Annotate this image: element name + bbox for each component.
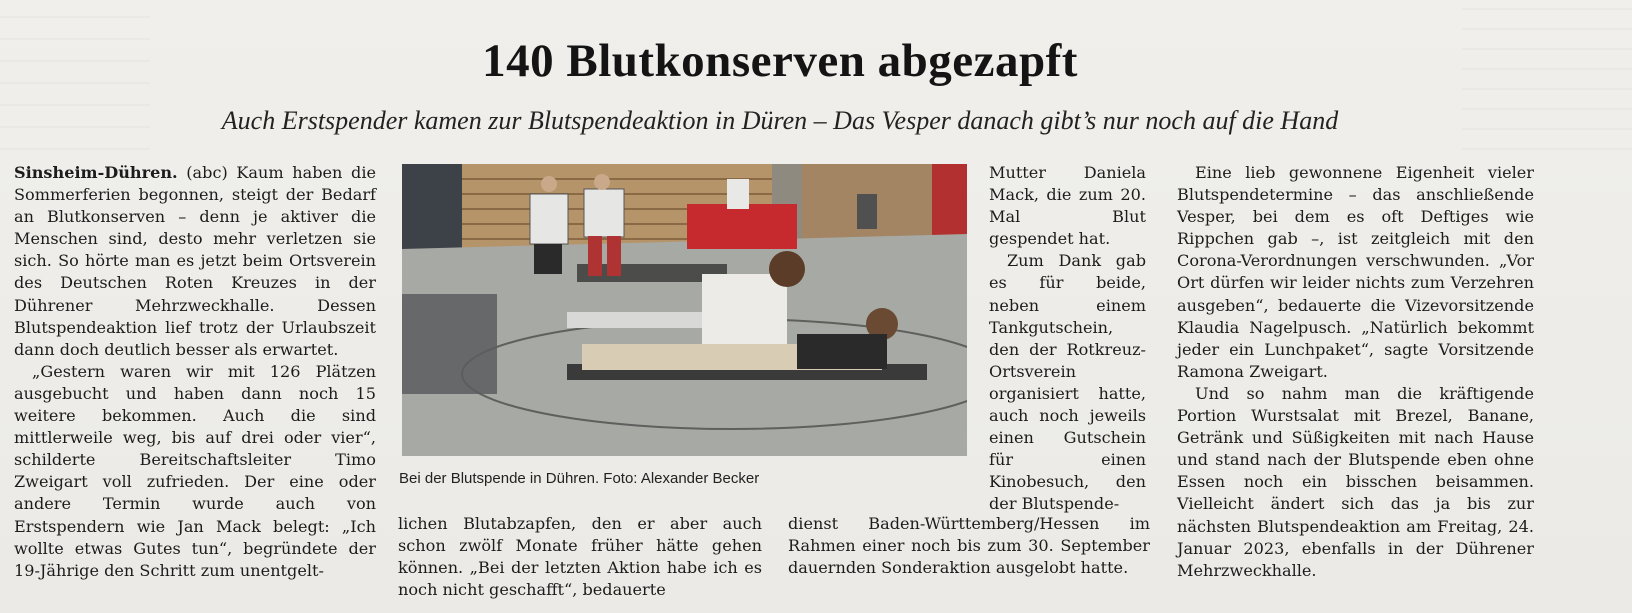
blood-donation-hall-photo <box>402 164 967 456</box>
col3-paragraph-1: Mutter Daniela Mack, die zum 20. Mal Blut gespendet hat. <box>989 163 1146 249</box>
photo-caption: Bei der Blutspende in Dühren. Foto: Alexander Becker <box>399 470 760 487</box>
dateline: Sinsheim-Dühren. <box>14 163 178 182</box>
lead-text: (abc) Kaum haben die Sommerferien begonnen, steigt der Bedarf an Blutkonserven – denn je aktiver die Menschen sind, desto mehr verletzen sie sich. So hörte man es jetzt beim Ortsverein des Deutschen Roten Kreuzes in der Dührener Mehrzweckhalle. Dessen Blutspendeaktion lief trotz der Urlaubszeit dann doch deutlich besser als erwartet. <box>14 163 376 359</box>
article-column-3-top <box>989 162 1146 516</box>
article-headline: 140 Blutkonserven abgezapft <box>482 35 1078 87</box>
col3-paragraph-2: Zum Dank gab es für beide, neben einem Tankgutschein, den der Rotkreuz-Ortsverein organisiert hatte, auch noch jeweils einen Gutschein für einen Kinobesuch, den der Blutspende- <box>989 251 1146 514</box>
article-photo <box>402 164 967 456</box>
article-subheadline: Auch Erstspender kamen zur Blutspendeaktion in Düren – Das Vesper danach gibt’s nur noch auf die Hand <box>221 106 1339 135</box>
article-column-2-bottom: lichen Blutabzapfen, den er aber auch schon zwölf Monate früher hätte gehen können. „Bei der letzten Aktion habe ich es noch nicht geschafft“, bedauerte <box>398 514 762 600</box>
lead-paragraph <box>14 162 376 361</box>
article-column-3-bottom: dienst Baden-Württemberg/Hessen im Rahmen einer noch bis zum 30. September dauernden Sonderaktion ausgelobt hatte. <box>788 514 1150 578</box>
quote-paragraph: „Gestern waren wir mit 126 Plätzen ausgebucht und haben dann noch 15 weitere bekommen. Auch die sind mittlerweile weg, bis auf drei oder vier“, schilderte Bereitschaftsleiter Timo Zweigart voll zufrieden. Der eine oder andere Termin wurde auch von Erstspendern wie Jan Mack belegt: „Ich wollte etwas Gutes tun“, begründete der 19-Jährige den Schritt zum unentgelt- <box>14 361 376 580</box>
article-column-1 <box>14 162 376 582</box>
col4-paragraph-2: Und so nahm man die kräftigende Portion Wurstsalat mit Brezel, Banane, Getränk und Süßigkeiten mit nach Hause und stand nach der Blutspende eben ohne Essen noch ein bisschen beisammen. Vielleicht ändert sich das ja bis zur nächsten Blutspendeaktion am Freitag, 24. Januar 2023, ebenfalls in der Dührener Mehrzweckhalle. <box>1177 383 1534 580</box>
col4-paragraph-1: Eine lieb gewonnene Eigenheit vieler Blutspendetermine – das anschließende Vesper, bei dem es oft Deftiges wie Rippchen gab –, ist zeitgleich mit den Corona-Verordnungen verschwunden. „Vor Ort dürfen wir leider nichts zum Verzehren ausgeben“, bedauerte die Vizevorsitzende Klaudia Nagelpusch. „Natürlich bekommt jeder ein Lunchpaket“, sagte Vorsitzende Ramona Zweigart. <box>1177 163 1534 381</box>
article-column-4 <box>1177 162 1534 582</box>
